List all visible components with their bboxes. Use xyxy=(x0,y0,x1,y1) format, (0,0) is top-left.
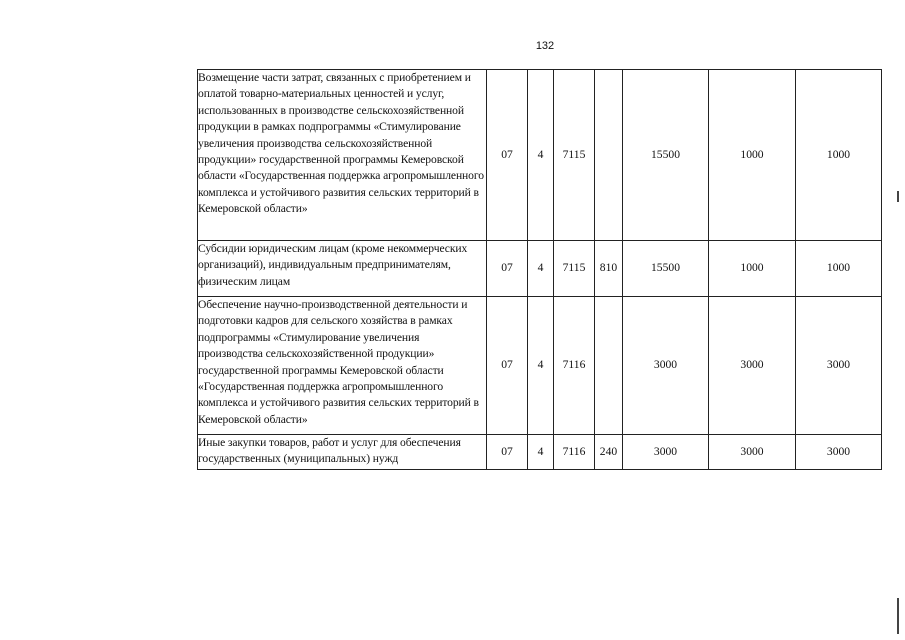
subsection-code: 4 xyxy=(528,241,554,297)
amount-3: 1000 xyxy=(796,241,882,297)
table-row xyxy=(198,241,882,297)
amount-2: 1000 xyxy=(709,70,796,241)
section-code: 07 xyxy=(487,241,528,297)
section-code: 07 xyxy=(487,297,528,435)
amount-3: 1000 xyxy=(796,70,882,241)
section-code: 07 xyxy=(487,435,528,470)
scan-edge-mark xyxy=(897,598,899,634)
expense-type-code xyxy=(595,70,623,241)
amount-1: 15500 xyxy=(623,70,709,241)
section-code: 07 xyxy=(487,70,528,241)
amount-1: 3000 xyxy=(623,435,709,470)
target-code: 7115 xyxy=(554,70,595,241)
row-description: Обеспечение научно-производственной деятельности и подготовки кадров для сельского хозяйства в рамках подпрограммы «Стимулирование увеличения производства сельскохозяйственной продукции» государственной программы Кемеровской области «Государственная поддержка агропромышленного комплекса и устойчивого развития сельских территорий в Кемеровской области» xyxy=(198,297,487,435)
row-description: Возмещение части затрат, связанных с приобретением и оплатой товарно-материальных ценностей и услуг, использованных в производстве сельскохозяйственной продукции в рамках подпрограммы «Стимулирование увеличения производства сельскохозяйственной продукции» государственной программы Кемеровской области «Государственная поддержка агропромышленного комплекса и устойчивого развития сельских территорий в Кемеровской области» xyxy=(198,70,487,241)
page-number: 132 xyxy=(535,40,555,52)
table-row xyxy=(198,435,882,470)
amount-2: 3000 xyxy=(709,435,796,470)
amount-1: 3000 xyxy=(623,297,709,435)
expense-type-code: 240 xyxy=(595,435,623,470)
target-code: 7116 xyxy=(554,297,595,435)
row-description: Субсидии юридическим лицам (кроме некоммерческих организаций), индивидуальным предпринимателям, физическим лицам xyxy=(198,241,487,297)
amount-2: 3000 xyxy=(709,297,796,435)
table-row xyxy=(198,297,882,435)
expense-type-code: 810 xyxy=(595,241,623,297)
amount-3: 3000 xyxy=(796,297,882,435)
target-code: 7116 xyxy=(554,435,595,470)
subsection-code: 4 xyxy=(528,435,554,470)
subsection-code: 4 xyxy=(528,70,554,241)
amount-2: 1000 xyxy=(709,241,796,297)
target-code: 7115 xyxy=(554,241,595,297)
row-description: Иные закупки товаров, работ и услуг для обеспечения государственных (муниципальных) нужд xyxy=(198,435,487,470)
scan-edge-mark xyxy=(897,191,899,202)
amount-1: 15500 xyxy=(623,241,709,297)
budget-table xyxy=(197,69,882,470)
subsection-code: 4 xyxy=(528,297,554,435)
amount-3: 3000 xyxy=(796,435,882,470)
expense-type-code xyxy=(595,297,623,435)
table-row xyxy=(198,70,882,241)
